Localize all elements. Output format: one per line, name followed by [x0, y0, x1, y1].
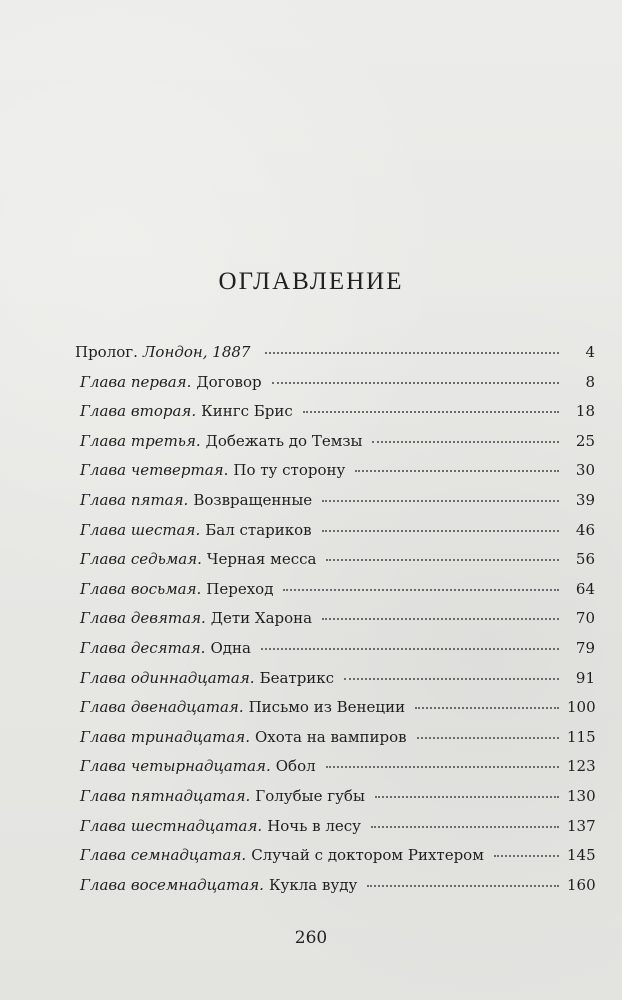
- toc-chapter: Глава четвертая.: [80, 461, 229, 480]
- toc-title-text: Добежать до Темзы: [205, 431, 363, 450]
- toc-chapter: Глава седьмая.: [80, 550, 202, 569]
- toc-title-text: Обол: [275, 757, 316, 776]
- toc-page-number: 79: [575, 638, 595, 657]
- toc-dot-leader: [417, 737, 559, 739]
- toc-entry-label: [75, 520, 312, 539]
- toc-title-text: Договор: [196, 372, 262, 391]
- toc-row: [75, 552, 595, 582]
- toc-row: [75, 431, 595, 464]
- toc-chapter: Лондон, 1887: [142, 343, 251, 361]
- toc-entry-label: [75, 404, 293, 419]
- toc-dot-leader: [322, 530, 559, 532]
- toc-page-number: 145: [567, 846, 596, 865]
- toc-title-text: Переход: [206, 579, 274, 598]
- toc-title-text: Случай с доктором Рихтером: [251, 846, 484, 865]
- toc-entry-label: [75, 786, 365, 805]
- toc-title-text: Возвращенные: [193, 490, 313, 509]
- toc-entry-label: [75, 759, 316, 774]
- toc-row: [75, 611, 595, 641]
- toc-row: [75, 668, 595, 701]
- toc-page-number: 64: [575, 579, 595, 598]
- toc-dot-leader: [375, 796, 559, 798]
- toc-chapter: Глава шестнадцатая.: [80, 816, 263, 835]
- toc-chapter: Глава одиннадцатая.: [80, 668, 255, 687]
- toc-dot-leader: [494, 855, 559, 857]
- table-of-contents: [75, 345, 595, 907]
- toc-entry-label: [75, 552, 316, 567]
- toc-dot-leader: [303, 411, 559, 413]
- toc-page-number: 18: [575, 402, 595, 421]
- toc-dot-leader: [283, 589, 559, 591]
- toc-title-text: Одна: [210, 638, 251, 657]
- toc-page-number: 30: [575, 461, 595, 480]
- toc-page-number: 137: [567, 816, 596, 835]
- toc-dot-leader: [326, 766, 559, 768]
- toc-page-number: 46: [575, 520, 595, 539]
- toc-chapter: Глава девятая.: [80, 609, 206, 628]
- toc-chapter: Глава шестая.: [80, 520, 201, 539]
- toc-dot-leader: [322, 618, 559, 620]
- toc-entry-label: [75, 875, 358, 894]
- toc-row: [75, 700, 595, 730]
- toc-row: [75, 727, 596, 760]
- toc-page-number: 39: [575, 490, 595, 509]
- toc-row: [75, 816, 596, 849]
- toc-dot-leader: [326, 559, 559, 561]
- toc-dot-leader: [261, 648, 559, 650]
- toc-entry-label: [75, 700, 405, 715]
- toc-row: [75, 786, 596, 819]
- toc-page-number: 130: [567, 786, 596, 805]
- toc-title-text: Письмо из Венеции: [248, 698, 406, 717]
- toc-entry-label: [75, 668, 335, 687]
- toc-page-number: 4: [585, 343, 595, 361]
- toc-dot-leader: [371, 826, 559, 828]
- toc-page-number: 91: [575, 668, 595, 687]
- toc-title-text: Черная месса: [206, 550, 317, 569]
- toc-page-number: 160: [567, 875, 596, 894]
- toc-entry-label: [75, 816, 361, 835]
- toc-entry-label: [75, 490, 313, 509]
- toc-chapter: Глава двенадцатая.: [80, 698, 244, 717]
- toc-entry-label: [75, 463, 345, 478]
- toc-entry-label: [75, 611, 312, 626]
- toc-dot-leader: [322, 500, 559, 502]
- toc-title-text: Охота на вампиров: [254, 727, 407, 746]
- toc-dot-leader: [367, 885, 559, 887]
- toc-chapter: Глава восьмая.: [80, 579, 202, 598]
- toc-entry-label: [75, 638, 251, 657]
- toc-row: [75, 848, 595, 878]
- toc-title-text: Бал стариков: [205, 520, 312, 539]
- page-number: 260: [294, 928, 328, 948]
- toc-row: [75, 490, 595, 523]
- toc-title-text: По ту сторону: [233, 461, 346, 480]
- toc-chapter: Глава четырнадцатая.: [80, 757, 271, 776]
- toc-chapter: Глава пятнадцатая.: [80, 786, 251, 805]
- toc-row: [75, 345, 595, 375]
- toc-page-number: 100: [567, 698, 596, 717]
- toc-title-text: Дети Харона: [210, 609, 313, 628]
- toc-page-number: 115: [567, 727, 596, 746]
- toc-title-text: Ночь в лесу: [267, 816, 361, 835]
- toc-chapter: Глава пятая.: [80, 490, 189, 509]
- toc-chapter: Глава семнадцатая.: [80, 846, 247, 865]
- toc-dot-leader: [372, 441, 559, 443]
- toc-page-number: 56: [575, 550, 595, 569]
- toc-dot-leader: [415, 707, 559, 709]
- toc-entry-label: [75, 579, 274, 598]
- toc-title-text: Кингс Брис: [201, 402, 293, 421]
- toc-title-text: Голубые губы: [255, 786, 365, 805]
- toc-page-number: 8: [585, 372, 595, 391]
- toc-dot-leader: [272, 382, 559, 384]
- toc-chapter: Глава десятая.: [80, 638, 206, 657]
- toc-row: [75, 520, 595, 553]
- toc-dot-leader: [265, 352, 559, 354]
- toc-page-number: 123: [567, 757, 596, 776]
- toc-entry-label: [75, 345, 255, 360]
- toc-title-text: Беатрикс: [259, 668, 335, 687]
- toc-chapter: Глава третья.: [80, 431, 201, 450]
- toc-prefix: Пролог.: [75, 343, 138, 361]
- toc-entry-label: [75, 727, 407, 746]
- toc-page-number: 25: [575, 431, 595, 450]
- toc-entry-label: [75, 431, 363, 450]
- toc-chapter: Глава восемнадцатая.: [80, 875, 264, 894]
- toc-row: [75, 638, 595, 671]
- toc-entry-label: [75, 848, 484, 863]
- toc-row: [75, 463, 595, 493]
- toc-dot-leader: [355, 470, 559, 472]
- toc-entry-label: [75, 372, 262, 391]
- toc-title-text: Кукла вуду: [268, 875, 358, 894]
- toc-row: [75, 372, 595, 405]
- toc-page-number: 70: [575, 609, 595, 628]
- toc-row: [75, 404, 595, 434]
- toc-chapter: Глава первая.: [80, 372, 192, 391]
- toc-chapter: Глава вторая.: [80, 402, 197, 421]
- toc-row: [75, 875, 596, 908]
- toc-title: ОГЛАВЛЕНИЕ: [218, 268, 404, 295]
- toc-dot-leader: [344, 678, 559, 680]
- toc-row: [75, 759, 595, 789]
- toc-row: [75, 579, 595, 612]
- toc-chapter: Глава тринадцатая.: [80, 727, 250, 746]
